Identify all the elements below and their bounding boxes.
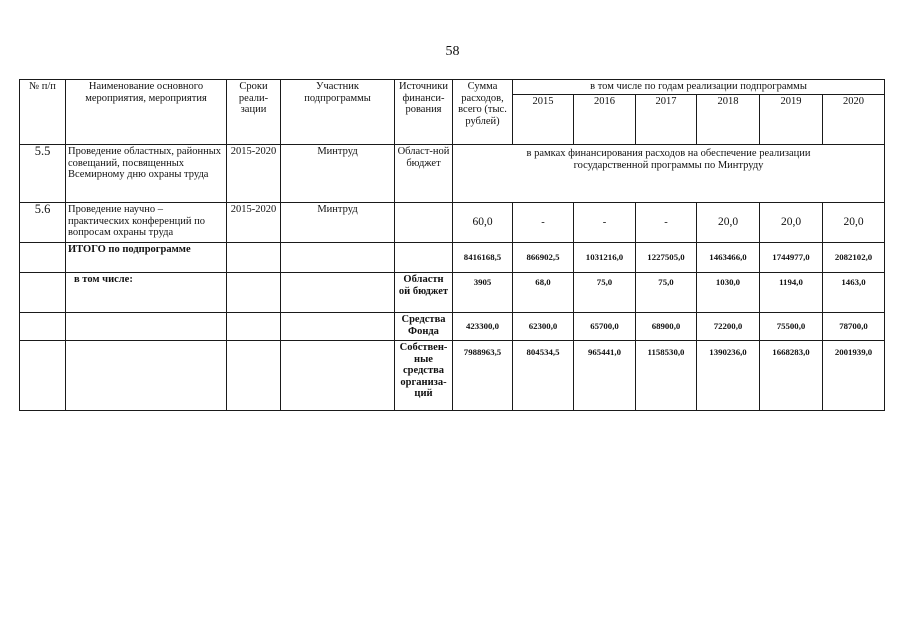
row-total: 60,0: [453, 203, 513, 243]
header-year: 2019: [760, 95, 823, 145]
row-source: Област-ной бюджет: [395, 145, 453, 203]
row-value: 20,0: [697, 203, 760, 243]
row-value: 62300,0: [513, 313, 574, 341]
row-value: 78700,0: [823, 313, 885, 341]
header-participant: Участник подпрограммы: [281, 80, 395, 145]
row-source: Средства Фонда: [395, 313, 453, 341]
table-row: [20, 145, 885, 203]
row-value: 68,0: [513, 273, 574, 313]
row-value: 804534,5: [513, 341, 574, 411]
row-source: Собствен-ные средства организа-ций: [395, 341, 453, 411]
row-value: -: [513, 203, 574, 243]
row-value: 1158530,0: [636, 341, 697, 411]
row-value: 1031216,0: [574, 243, 636, 273]
page-number: 58: [445, 44, 460, 59]
header-year: 2018: [697, 95, 760, 145]
row-label: ИТОГО по подпрограмме: [66, 243, 227, 273]
table-row-total: [20, 243, 885, 273]
header-source: Источники финанси-рования: [395, 80, 453, 145]
row-value: 75,0: [636, 273, 697, 313]
header-name: Наименование основного мероприятия, мероприятия: [66, 80, 227, 145]
row-value: 68900,0: [636, 313, 697, 341]
row-participant: Минтруд: [281, 203, 395, 243]
row-value: 20,0: [760, 203, 823, 243]
row-value: 1463,0: [823, 273, 885, 313]
row-period: 2015-2020: [227, 203, 281, 243]
row-label: в том числе:: [66, 273, 227, 313]
row-value: 20,0: [823, 203, 885, 243]
subprogram-funding-table: [19, 79, 885, 411]
header-year: 2017: [636, 95, 697, 145]
row-value: 75,0: [574, 273, 636, 313]
row-value: 1030,0: [697, 273, 760, 313]
row-financing-note: в рамках финансирования расходов на обеспечение реализации государственной программы по Минтруду: [453, 145, 885, 203]
row-value: 1668283,0: [760, 341, 823, 411]
row-num: 5.5: [20, 145, 66, 203]
row-participant: Минтруд: [281, 145, 395, 203]
row-value: 965441,0: [574, 341, 636, 411]
row-num: 5.6: [20, 203, 66, 243]
row-value: 1390236,0: [697, 341, 760, 411]
row-source: [395, 203, 453, 243]
row-value: 65700,0: [574, 313, 636, 341]
header-row: [20, 80, 885, 95]
row-value: 1463466,0: [697, 243, 760, 273]
table-row: [20, 313, 885, 341]
header-num: № п/п: [20, 80, 66, 145]
row-value: 2082102,0: [823, 243, 885, 273]
table-row: [20, 341, 885, 411]
row-total: 7988963,5: [453, 341, 513, 411]
row-value: 75500,0: [760, 313, 823, 341]
row-value: 2001939,0: [823, 341, 885, 411]
header-year: 2016: [574, 95, 636, 145]
row-value: 72200,0: [697, 313, 760, 341]
row-value: 1744977,0: [760, 243, 823, 273]
header-years-group: в том числе по годам реализации подпрограммы: [513, 80, 885, 95]
row-value: 1194,0: [760, 273, 823, 313]
header-year: 2015: [513, 95, 574, 145]
row-value: -: [636, 203, 697, 243]
row-total: 3905: [453, 273, 513, 313]
header-total: Сумма расходов, всего (тыс. рублей): [453, 80, 513, 145]
row-value: 866902,5: [513, 243, 574, 273]
header-year: 2020: [823, 95, 885, 145]
row-total: 423300,0: [453, 313, 513, 341]
row-source: Областн ой бюджет: [395, 273, 453, 313]
header-period: Сроки реали-зации: [227, 80, 281, 145]
table-row: [20, 273, 885, 313]
row-total: 8416168,5: [453, 243, 513, 273]
row-period: 2015-2020: [227, 145, 281, 203]
row-value: 1227505,0: [636, 243, 697, 273]
table-row: [20, 203, 885, 243]
row-name: Проведение областных, районных совещаний, посвященных Всемирному дню охраны труда: [66, 145, 227, 203]
row-value: -: [574, 203, 636, 243]
row-name: Проведение научно – практических конференций по вопросам охраны труда: [66, 203, 227, 243]
